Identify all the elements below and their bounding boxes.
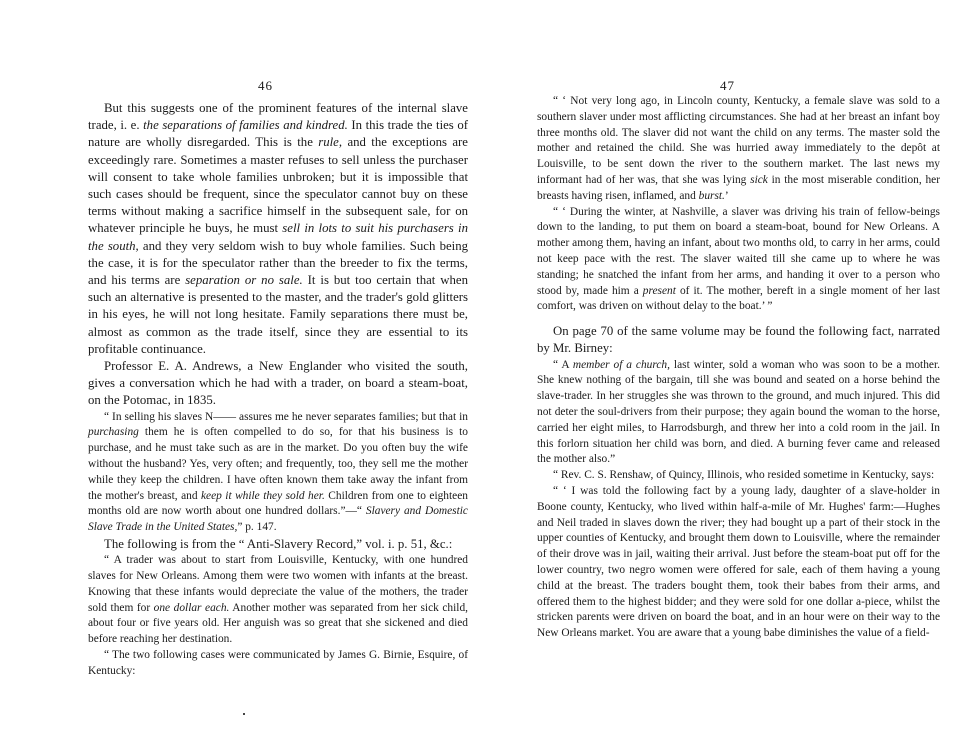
page-number: 46 <box>258 78 273 93</box>
italic-text: purchasing <box>88 426 139 439</box>
paragraph <box>537 358 940 469</box>
italic-text: Slavery and Domestic Slave Trade in the United States, <box>88 505 468 534</box>
text-run: of it. The mother, bereft in a single moment of her last comfort, was driven on without delay to the boat.’ ” <box>537 284 940 313</box>
text-run: “ A <box>553 358 573 371</box>
paragraph <box>88 648 468 680</box>
paragraph <box>88 553 468 648</box>
italic-text: one dollar each. <box>153 601 230 614</box>
text-run: On page 70 of the same volume may be found the following fact, narrated by Mr. Birney: <box>537 324 940 356</box>
paragraph <box>537 205 940 316</box>
italic-text: member of a church, <box>572 358 670 371</box>
paragraph <box>537 484 940 642</box>
right-page <box>490 0 980 732</box>
paragraph <box>88 100 468 358</box>
paragraph <box>88 358 468 410</box>
italic-text: burst. <box>698 189 725 202</box>
page-number: 47 <box>720 78 735 93</box>
italic-text: sick <box>750 173 768 186</box>
print-speck <box>243 713 245 715</box>
text-column <box>537 94 940 642</box>
text-run: “ ‘ Not very long ago, in Lincoln county, Kentucky, a female slave was sold to a southern slaver under most afflicting circumstances. She had at her breast an infant boy three months old. The slaver did not want the child on any terms. The master sold the mother and retained the child. She was hurried away immediately to the depôt at Louisville, to be sent down the river to the southern market. The last news my informant had of her was, that she was lying <box>537 95 940 186</box>
text-run: “ Rev. C. S. Renshaw, of Quincy, Illinois, who resided sometime in Kentucky, says: <box>553 469 935 482</box>
text-run: “ A trader was about to start from Louisville, Kentucky, with one hundred slaves for New Orleans. Among them were two women with infants at the breast. Knowing that these infants would depreciate the value of the mothers, the trader sold them for <box>88 554 468 614</box>
text-run: last winter, sold a woman who was soon to be a mother. She knew nothing of the bargain, till she was bound and seated on a horse behind the slave-trader. In her struggles she was thrown to the ground, and much injured. This did not deter the soul-drivers from their purpose; they again bound the woman to the horse, carried her eight miles, to Harrodsburgh, and threw her into a cold room in the jail. In this forlorn situation her child was born, and died. A burning fever came and released the mother also.” <box>537 358 940 466</box>
text-run: and they very seldom wish to buy whole families. Such being the case, it is for the speculator rather than the breeder to fix the terms, and his terms are <box>88 238 468 288</box>
text-run: “ The two following cases were communicated by James G. Birnie, Esquire, of Kentucky: <box>88 649 468 677</box>
text-run: The following is from the “ Anti-Slavery Record,” vol. i. p. 51, &c.: <box>104 537 453 552</box>
italic-text: sell in lots to suit his purchasers in the south, <box>88 221 468 253</box>
text-run: “ ‘ During the winter, at Nashville, a slaver was driving his train of fellow-beings down to the landing, to put them on board a steam-boat, bound for New Orleans. A mother among them, having an infant, about two months old, to carry in her arms, could not keep pace with the rest. The slaver waited till she came up to where he was standing; he snatched the infant from her arms, and handing it over to a person who stood by, made him a <box>537 205 940 297</box>
text-run: and the exceptions are exceedingly rare. Sometimes a master refuses to sell unless the purchaser will consent to take whole families unbroken; but it is impossible that such cases should be frequent, since the speculator cannot buy on these terms without making a sacrifice himself in the subsequent sale, for on whatever principle he buys, he must <box>88 135 468 236</box>
text-run: “ ‘ I was told the following fact by a young lady, daughter of a slave-holder in Boone county, Kentucky, who lived within half-a-mile of Mr. Hughes' farm:—Hughes and Neil traded in slaves down the river; they had bought up a part of their stock in the upper counties of Kentucky, and brought them down to Louisville, where the remainder of their drove was in jail, waiting their arrival. Just before the steam-boat put off for the lower country, two negro women were offered for sale, each of them having a young child at the breast. The traders bought them, took their babes from their arms, and offered them to the highest bidder; and they were sold for one dollar a-piece, whilst the stricken parents were driven on board the boat, and in an hour were on their way to the New Orleans market. You are aware that a young babe diminishes the value of a field- <box>537 484 940 640</box>
italic-text: keep it while they sold her. <box>200 489 325 502</box>
paragraph <box>88 410 468 536</box>
paragraph <box>537 468 940 484</box>
italic-text: present <box>642 284 676 297</box>
paragraph <box>537 94 940 205</box>
text-column <box>88 100 468 680</box>
text-run: in the most miserable condition, her breasts having risen, inflamed, and <box>537 173 941 202</box>
text-run: Professor E. A. Andrews, a New Englander who visited the south, gives a conversation which he had with a trader, on board a steam-boat, on the Potomac, in 1835. <box>88 359 468 408</box>
text-run: In this trade the ties of nature are wholly disregarded. This is the <box>88 118 469 150</box>
italic-text: separation or no sale. <box>185 273 303 288</box>
text-run: ’ <box>724 189 729 202</box>
text-run: Children from one to eighteen months old are now worth about one hundred dollars.”—“ <box>88 489 468 518</box>
paragraph <box>88 536 468 553</box>
text-run: Another mother was separated from her sick child, about four or five years old. Her anguish was so great that she sickened and died before reaching her destination. <box>88 601 468 646</box>
text-run: But this suggests one of the prominent features of the internal slave trade, i. e. <box>88 101 468 133</box>
italic-text: the separations of families and kindred. <box>143 118 348 133</box>
text-run: them he is often compelled to do so, for that his business is to purchase, and he must take such as are in the market. Do you often buy the wife without the husband? Yes, very often; and frequently, too, they sell me the mother while they keep the children. I have often known them take away the infant from the mother's breast, and <box>88 426 468 502</box>
italic-text: rule, <box>318 135 343 150</box>
text-run: ” p. 147. <box>237 521 277 534</box>
paragraph <box>537 323 940 357</box>
text-run: It is but too certain that when such an alternative is presented to the master, and the trader's gold glitters in his eyes, he will not long hesitate. Family separations there must be, almost as common as the trade itself, since they are essential to its profitable continuance. <box>88 273 468 356</box>
text-run: “ In selling his slaves N—— assures me he never separates families; but that in <box>104 410 468 423</box>
